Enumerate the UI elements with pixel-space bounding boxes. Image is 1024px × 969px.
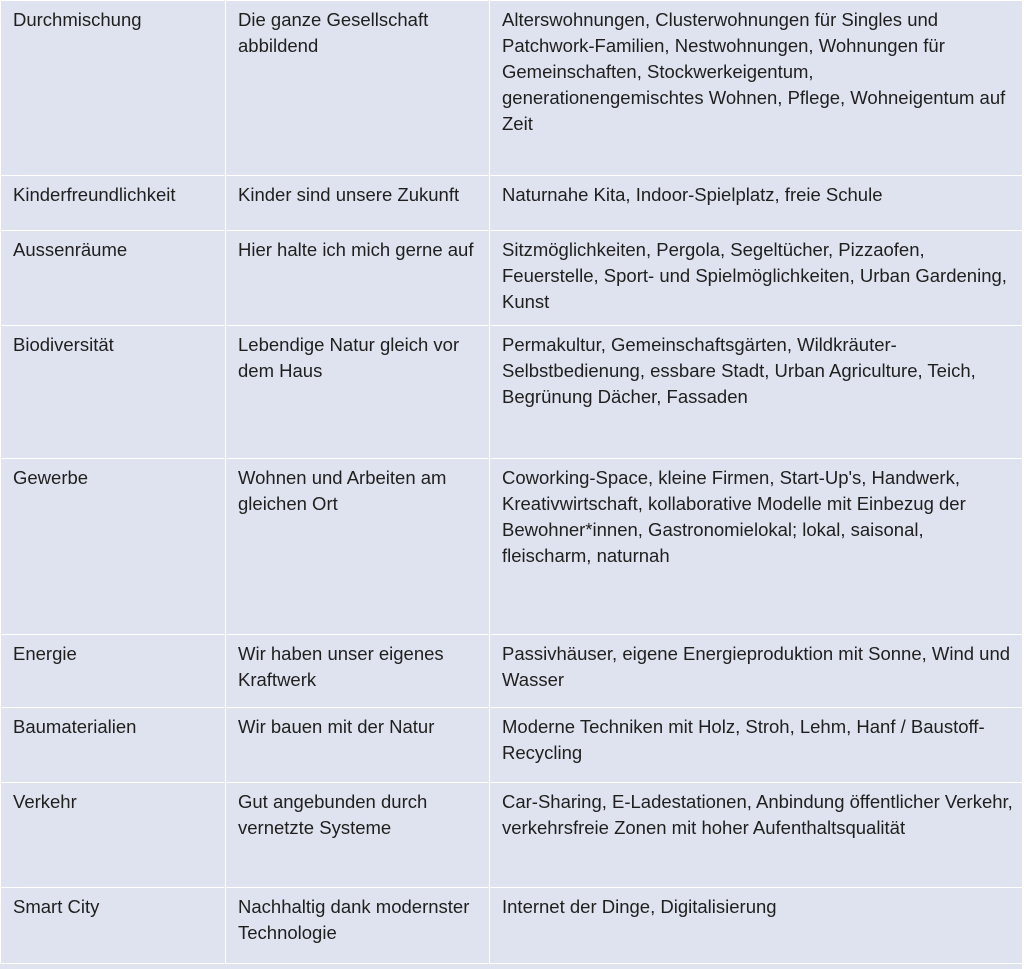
- examples-text: Moderne Techniken mit Holz, Stroh, Lehm, Hanf / Baustoff-Recycling: [502, 716, 985, 763]
- topic-text: Kinderfreundlichkeit: [13, 184, 176, 205]
- motto-cell: [226, 459, 490, 635]
- topic-text: Aussenräume: [13, 239, 128, 260]
- topic-text: Baumaterialien: [13, 716, 137, 737]
- table-row: [1, 783, 1023, 888]
- motto-text: Nachhaltig dank modernster Technologie: [238, 896, 470, 943]
- motto-cell: [226, 783, 490, 888]
- examples-text: Sitzmöglichkeiten, Pergola, Segeltücher, Pizzaofen, Feuerstelle, Sport- und Spielmöglichkeiten, Urban Gardening, Kunst: [502, 239, 1007, 312]
- topic-cell: [1, 1, 226, 176]
- examples-text: Permakultur, Gemeinschaftsgärten, Wildkräuter-Selbstbedienung, essbare Stadt, Urban Agriculture, Teich, Begrünung Dächer, Fassaden: [502, 334, 976, 407]
- examples-text: Passivhäuser, eigene Energieproduktion mit Sonne, Wind und Wasser: [502, 643, 1011, 690]
- motto-cell: [226, 708, 490, 783]
- topic-cell: [1, 459, 226, 635]
- examples-cell: [490, 326, 1023, 459]
- topic-cell: [1, 326, 226, 459]
- topic-text: Smart City: [13, 896, 100, 917]
- motto-cell: [226, 326, 490, 459]
- examples-cell: [490, 888, 1023, 964]
- motto-text: Wir haben unser eigenes Kraftwerk: [238, 643, 444, 690]
- examples-text: Alterswohnungen, Clusterwohnungen für Singles und Patchwork-Familien, Nestwohnungen, Wohnungen für Gemeinschaften, Stockwerkeigentum, generationengemischtes Wohnen, Pflege, Wohneigentum auf Zeit: [502, 9, 1006, 134]
- examples-cell: [490, 176, 1023, 231]
- topic-cell: [1, 176, 226, 231]
- examples-cell: [490, 635, 1023, 708]
- examples-cell: [490, 708, 1023, 783]
- topic-text: Verkehr: [13, 791, 77, 812]
- motto-cell: [226, 888, 490, 964]
- topic-cell: [1, 708, 226, 783]
- topic-text: Gewerbe: [13, 467, 89, 488]
- examples-text: Car-Sharing, E-Ladestationen, Anbindung öffentlicher Verkehr, verkehrsfreie Zonen mit hoher Aufenthaltsqualität: [502, 791, 1013, 838]
- examples-cell: [490, 1, 1023, 176]
- motto-text: Wir bauen mit der Natur: [238, 716, 435, 737]
- motto-cell: [226, 176, 490, 231]
- motto-text: Hier halte ich mich gerne auf: [238, 239, 474, 260]
- motto-cell: [226, 231, 490, 326]
- table-row: [1, 708, 1023, 783]
- motto-text: Die ganze Gesellschaft abbildend: [238, 9, 429, 56]
- topic-cell: [1, 888, 226, 964]
- motto-text: Lebendige Natur gleich vor dem Haus: [238, 334, 460, 381]
- table-row: [1, 1, 1023, 176]
- topic-text: Durchmischung: [13, 9, 142, 30]
- motto-text: Kinder sind unsere Zukunft: [238, 184, 460, 205]
- table-row: [1, 231, 1023, 326]
- examples-text: Naturnahe Kita, Indoor-Spielplatz, freie Schule: [502, 184, 883, 205]
- topic-cell: [1, 231, 226, 326]
- table-row: [1, 888, 1023, 964]
- examples-text: Internet der Dinge, Digitalisierung: [502, 896, 777, 917]
- topic-text: Energie: [13, 643, 77, 664]
- motto-text: Gut angebunden durch vernetzte Systeme: [238, 791, 428, 838]
- examples-cell: [490, 783, 1023, 888]
- topic-cell: [1, 635, 226, 708]
- topic-text: Biodiversität: [13, 334, 114, 355]
- examples-cell: [490, 459, 1023, 635]
- motto-cell: [226, 635, 490, 708]
- table-row: [1, 326, 1023, 459]
- motto-cell: [226, 1, 490, 176]
- motto-text: Wohnen und Arbeiten am gleichen Ort: [238, 467, 447, 514]
- table-row: [1, 635, 1023, 708]
- topic-cell: [1, 783, 226, 888]
- examples-cell: [490, 231, 1023, 326]
- table-row: [1, 176, 1023, 231]
- examples-text: Coworking-Space, kleine Firmen, Start-Up's, Handwerk, Kreativwirtschaft, kollaborative Modelle mit Einbezug der Bewohner*innen, Gastronomielokal; lokal, saisonal, fleischarm, naturnah: [502, 467, 966, 566]
- table-row: [1, 459, 1023, 635]
